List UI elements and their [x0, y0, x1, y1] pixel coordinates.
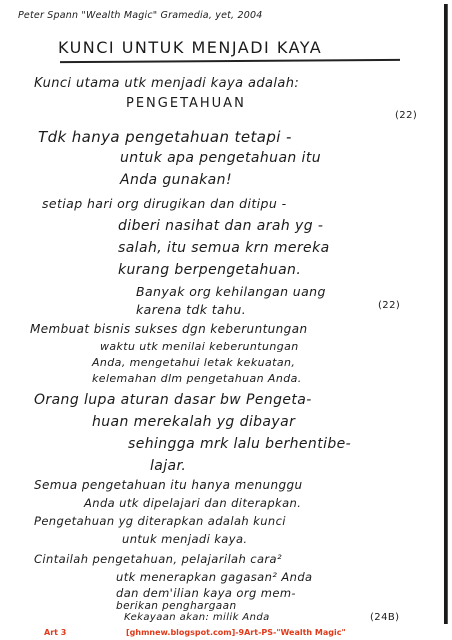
handwritten-line: Pengetahuan yg diterapkan adalah kunci — [34, 514, 286, 528]
handwritten-line: Cintailah pengetahuan, pelajarilah cara² — [34, 552, 282, 566]
key-line: Kunci utama utk menjadi kaya adalah: — [34, 76, 300, 91]
page-title: KUNCI UNTUK MENJADI KAYA — [58, 38, 323, 57]
handwritten-line: untuk menjadi kaya. — [122, 532, 248, 546]
handwritten-line: Orang lupa aturan dasar bw Pengeta- — [34, 392, 312, 408]
handwritten-line: Membuat bisnis sukses dgn keberuntungan — [30, 322, 308, 336]
handwritten-line: Semua pengetahuan itu hanya menunggu — [34, 478, 303, 492]
reference-2: (22) — [378, 300, 401, 311]
reference-3: (24B) — [370, 612, 400, 623]
reference-1: (22) — [395, 110, 418, 121]
key-word: PENGETAHUAN — [126, 96, 246, 111]
handwritten-line: Banyak org kehilangan uang — [136, 284, 326, 299]
handwritten-line: diberi nasihat dan arah yg - — [118, 218, 324, 234]
handwritten-line: setiap hari org dirugikan dan ditipu - — [42, 196, 287, 211]
handwritten-line: berikan penghargaan — [116, 600, 237, 612]
footer-source-link[interactable]: [ghmnew.blogspot.com]-9Art-PS-"Wealth Magic" — [126, 628, 346, 637]
handwritten-line: Anda utk dipelajari dan diterapkan. — [84, 496, 302, 510]
handwritten-line: Anda gunakan! — [120, 172, 232, 188]
handwritten-line: Anda, mengetahui letak kekuatan, — [92, 356, 296, 369]
handwritten-line: salah, itu semua krn mereka — [118, 240, 330, 256]
handwritten-line: waktu utk menilai keberuntungan — [100, 340, 299, 353]
handwritten-line: karena tdk tahu. — [136, 302, 247, 317]
handwritten-line: sehingga mrk lalu berhentibe- — [128, 436, 352, 452]
handwritten-line: Tdk hanya pengetahuan tetapi - — [38, 128, 292, 146]
handwritten-line: untuk apa pengetahuan itu — [120, 150, 322, 166]
handwritten-line: utk menerapkan gagasan² Anda — [116, 570, 313, 584]
handwritten-line: lajar. — [150, 458, 187, 474]
footer-label: Art 3 — [44, 628, 67, 637]
source-header: Peter Spann "Wealth Magic" Gramedia, yet, 2004 — [18, 10, 263, 21]
handwritten-line: huan merekalah yg dibayar — [92, 414, 296, 430]
handwritten-line: kelemahan dlm pengetahuan Anda. — [92, 372, 302, 385]
handwritten-line: dan dem'ilian kaya org mem- — [116, 586, 296, 600]
handwritten-line: Kekayaan akan: milik Anda — [124, 612, 270, 623]
handwritten-line: kurang berpengetahuan. — [118, 262, 302, 278]
